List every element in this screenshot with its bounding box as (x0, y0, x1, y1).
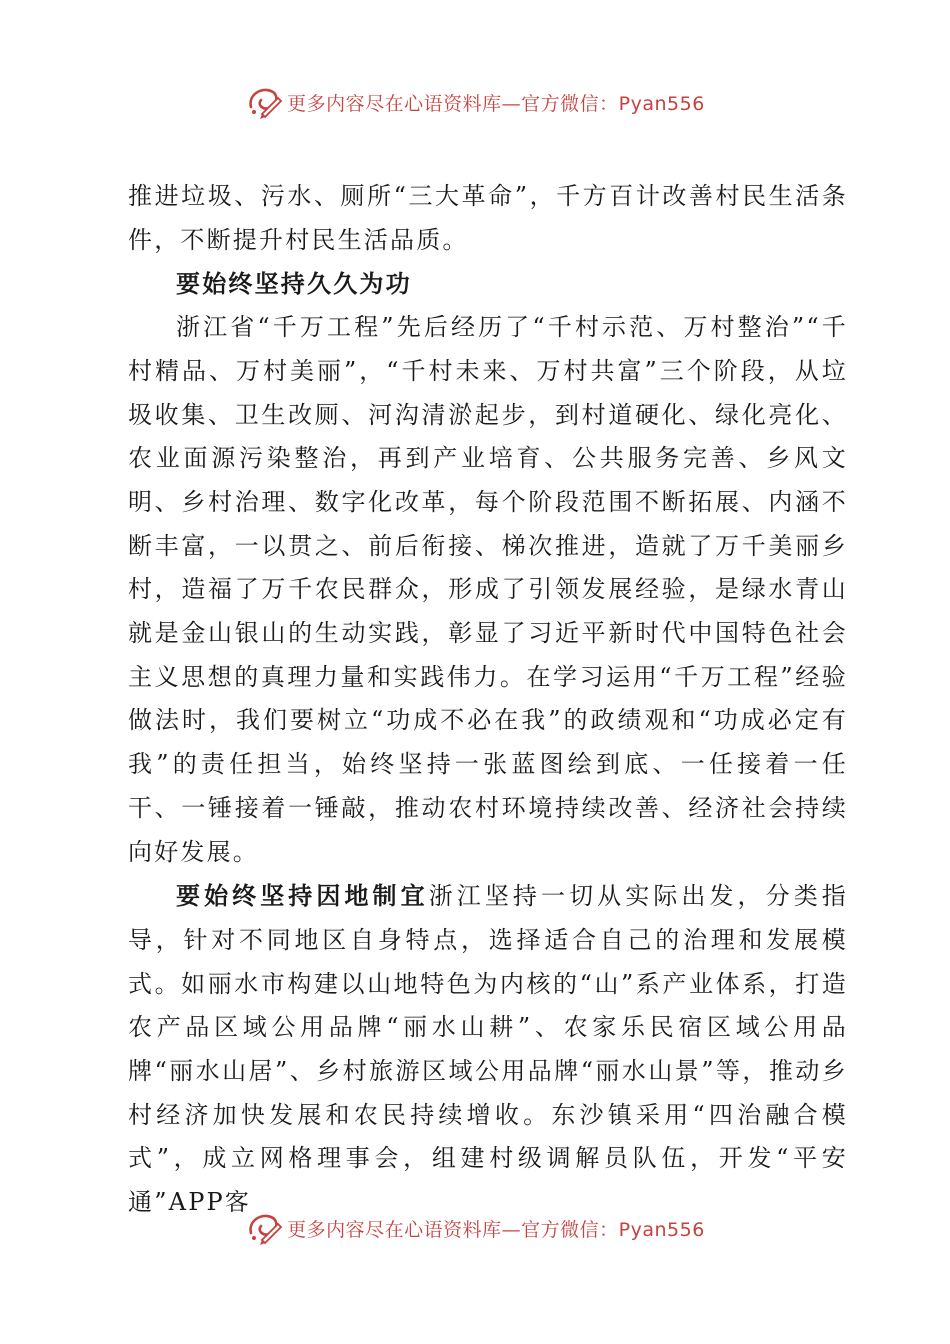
header-label: 更多内容尽在心语资料库—官方微信： (287, 92, 619, 115)
paragraph-3 (128, 874, 848, 1225)
paragraph-2: 浙江省“千万工程”先后经历了“千村示范、万村整治”“千村精品、万村美丽”，“千村未来、万村共富”三个阶段，从垃圾收集、卫生改厕、河沟清淤起步，到村道硬化、绿化亮化、农业面源污染整治，再到产业培育、公共服务完善、乡风文明、乡村治理、数字化改革，每个阶段范围不断拓展、内涵不断丰富，一以贯之、前后衔接、梯次推进，造就了万千美丽乡村，造福了万千农民群众，形成了引领发展经验，是绿水青山就是金山银山的生动实践，彰显了习近平新时代中国特色社会主义思想的真理力量和实践伟力。在学习运用“千万工程”经验做法时，我们要树立“功成不必在我”的政绩观和“功成必定有我”的责任担当，始终坚持一张蓝图绘到底、一任接着一任干、一锤接着一锤敲，推动农村环境持续改善、经济社会持续向好发展。 (128, 313, 848, 866)
header-text (287, 89, 705, 116)
document-body (128, 175, 848, 1225)
paragraph-1: 推进垃圾、污水、厕所“三大革命”，千方百计改善村民生活条件，不断提升村民生活品质。 (128, 182, 848, 254)
header-wechat-id: Pyan556 (618, 92, 705, 115)
footer-banner (0, 1208, 950, 1248)
header-banner (0, 82, 950, 122)
footer-label: 更多内容尽在心语资料库—官方微信： (287, 1218, 619, 1241)
section-heading-persistence: 要始终坚持久久为功 (176, 269, 412, 299)
pen-swirl-logo-icon (245, 83, 285, 121)
section-heading-local-conditions: 要始终坚持因地制宜 (176, 881, 429, 911)
pen-swirl-logo-icon (245, 1209, 285, 1247)
footer-text (287, 1215, 705, 1242)
paragraph-3-text: 浙江坚持一切从实际出发，分类指导，针对不同地区自身特点，选择适合自己的治理和发展模式。如丽水市构建以山地特色为内核的“山”系产业体系，打造农产品区域公用品牌“丽水山耕”、农家乐民宿区域公用品牌“丽水山居”、乡村旅游区域公用品牌“丽水山景”等，推动乡村经济加快发展和农民持续增收。东沙镇采用“四治融合模式”，成立网格理事会，组建村级调解员队伍，开发“平安通”APP客 (128, 882, 848, 1217)
footer-wechat-id: Pyan556 (618, 1218, 705, 1241)
